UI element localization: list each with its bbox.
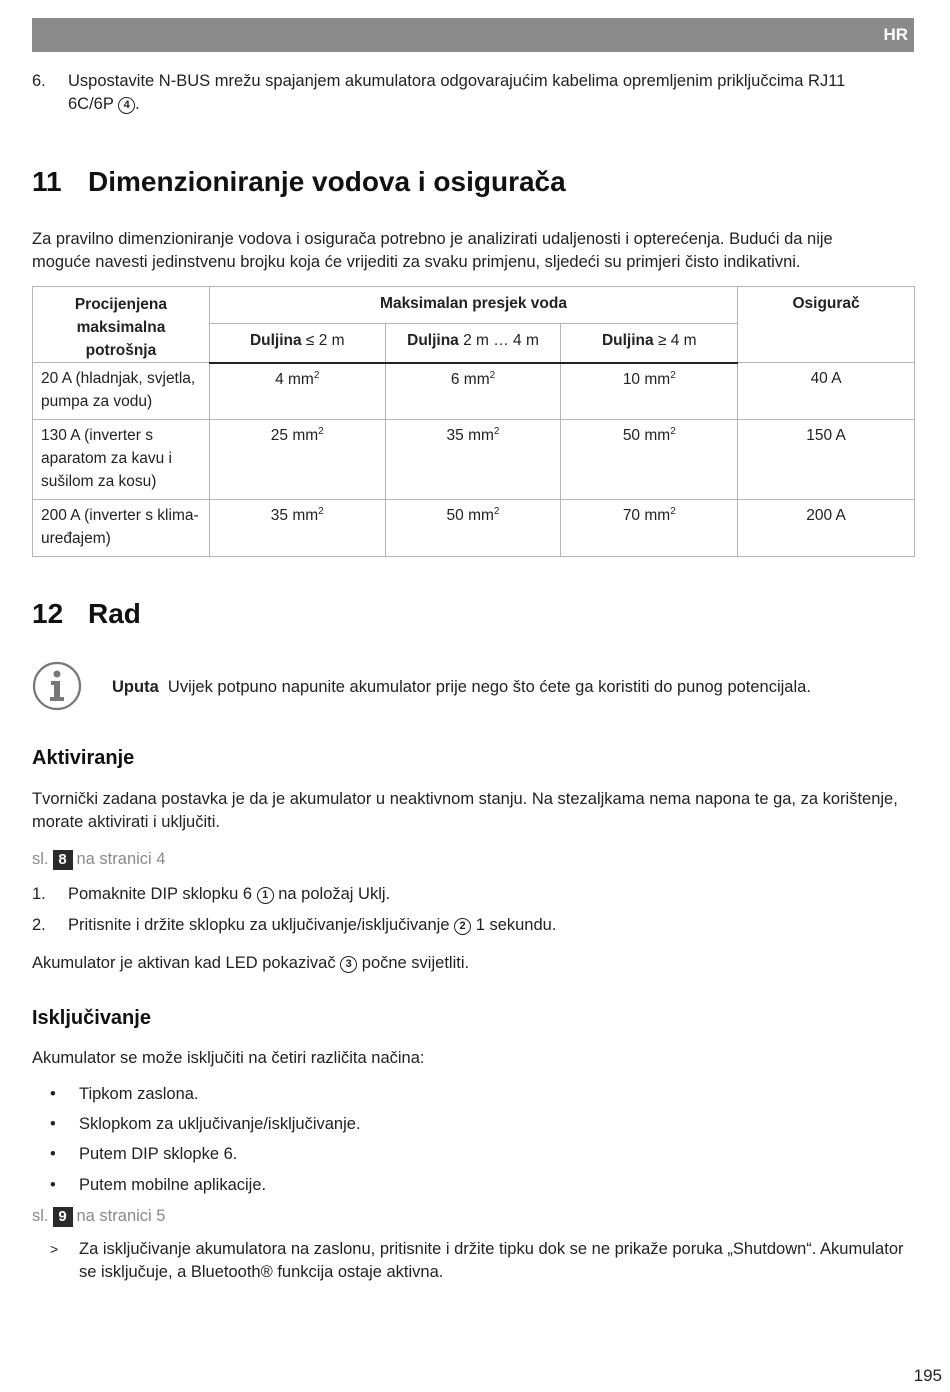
step-6-text: Uspostavite N-BUS mrežu spajanjem akumulatora odgovarajućim kabelima opremljenim priključcima RJ11 6C/6P 4 .	[68, 72, 846, 113]
section-11-number: 11	[32, 166, 62, 197]
subheader-length-1: Duljina ≤ 2 m	[209, 324, 385, 363]
section-12-number: 12	[32, 598, 64, 629]
table-row	[33, 500, 915, 557]
header-fuse: Osigurač	[738, 287, 915, 363]
list-item: Sklopkom za uključivanje/isključivanje.	[79, 1115, 361, 1133]
subheader-length-2: Duljina 2 m … 4 m	[385, 324, 561, 363]
header-consumption: Procijenjena maksimalna potrošnja	[33, 287, 210, 363]
iskljucivanje-action: Za isključivanje akumulatora na zaslonu, pritisnite i držite tipku dok se ne prikaže poruka „Shutdown“. Akumulator se isključuje, a Bluetooth® funkcija ostaje aktivna.	[79, 1240, 904, 1281]
reference-marker: 4	[118, 97, 135, 114]
cell-value: 10 $mm^2$	[561, 363, 738, 420]
cell-value: 70 $mm^2$	[561, 500, 738, 557]
section-11-title: Dimenzioniranje vodova i osigurača	[88, 166, 566, 197]
row-label: 20 A (hladnjak, svjetla, pumpa za vodu)	[33, 363, 210, 420]
aktiviranje-result: Akumulator je aktivan kad LED pokazivač 3 počne svijetliti.	[32, 954, 470, 972]
aktiviranje-intro: Tvornički zadana postavka je da je akumulator u neaktivnom stanju. Na stezaljkama nema napona te ga, za korištenje, morate aktivirati i uključiti.	[32, 790, 898, 831]
cell-value: 4 $mm^2$	[209, 363, 385, 420]
list-item: Tipkom zaslona.	[79, 1085, 199, 1103]
info-icon	[32, 661, 82, 711]
cell-value: 6 $mm^2$	[385, 363, 561, 420]
cell-value: 35 $mm^2$	[209, 500, 385, 557]
reference-marker: 3	[340, 956, 357, 973]
step-6-number: 6.	[32, 72, 46, 90]
section-11-heading	[32, 166, 566, 198]
step-1-text: Pomaknite DIP sklopku 6 1 na položaj Uklj.	[68, 885, 391, 903]
cell-value: 50 $mm^2$	[385, 500, 561, 557]
bullet-marker: •	[50, 1176, 56, 1194]
language-label: HR	[883, 25, 908, 44]
figure-reference: sl. 9 na stranici 5	[32, 1207, 166, 1225]
bullet-marker: •	[50, 1145, 56, 1163]
bullet-marker: •	[50, 1115, 56, 1133]
row-label: 130 A (inverter s aparatom za kavu i sušilom za kosu)	[33, 420, 210, 500]
section-12-heading	[32, 598, 141, 630]
table-row	[33, 420, 915, 500]
step-2-text: Pritisnite i držite sklopku za uključivanje/isključivanje 2 1 sekundu.	[68, 916, 557, 934]
figure-number: 9	[53, 1207, 73, 1227]
header-cross-section: Maksimalan presjek voda	[209, 287, 737, 324]
cell-value: 35 $mm^2$	[385, 420, 561, 500]
cell-fuse: 150 A	[738, 420, 915, 500]
iskljucivanje-heading: Isključivanje	[32, 1007, 151, 1029]
reference-marker: 1	[257, 887, 274, 904]
cell-value: 25 $mm^2$	[209, 420, 385, 500]
list-item: Putem DIP sklopke 6.	[79, 1145, 238, 1163]
row-label: 200 A (inverter s klima-uređajem)	[33, 500, 210, 557]
subheader-length-3: Duljina ≥ 4 m	[561, 324, 738, 363]
page-number: 195	[913, 1366, 942, 1385]
iskljucivanje-intro: Akumulator se može isključiti na četiri različita načina:	[32, 1049, 425, 1067]
list-item: Putem mobilne aplikacije.	[79, 1176, 267, 1194]
table-row	[33, 363, 915, 420]
cell-fuse: 40 A	[738, 363, 915, 420]
action-arrow: >	[50, 1241, 59, 1257]
aktiviranje-heading: Aktiviranje	[32, 747, 135, 769]
reference-marker: 2	[454, 918, 471, 935]
note-text	[112, 676, 912, 699]
section-11-intro: Za pravilno dimenzioniranje vodova i osigurača potrebno je analizirati udaljenosti i opterećenja. Budući da nije moguće navesti jedinstvenu brojku koja će vrijediti za svaku primjenu, sljedeći su primjeri čisto indikativni.	[32, 230, 833, 271]
note-label: Uputa	[112, 678, 159, 696]
dimensioning-table	[32, 286, 915, 557]
figure-reference: sl. 8 na stranici 4	[32, 850, 166, 868]
cell-fuse: 200 A	[738, 500, 915, 557]
header-bar	[32, 18, 914, 52]
step-1-number: 1.	[32, 885, 46, 903]
step-2-number: 2.	[32, 916, 46, 934]
step-6-body: Uspostavite N-BUS mrežu spajanjem akumulatora odgovarajućim kabelima opremljenim priključcima RJ11 6C/6P	[68, 72, 846, 113]
section-12-title: Rad	[88, 598, 141, 629]
cell-value: 50 $mm^2$	[561, 420, 738, 500]
figure-number: 8	[53, 850, 73, 870]
note-body: Uvijek potpuno napunite akumulator prije nego što ćete ga koristiti do punog potencijala.	[167, 678, 811, 696]
bullet-marker: •	[50, 1085, 56, 1103]
